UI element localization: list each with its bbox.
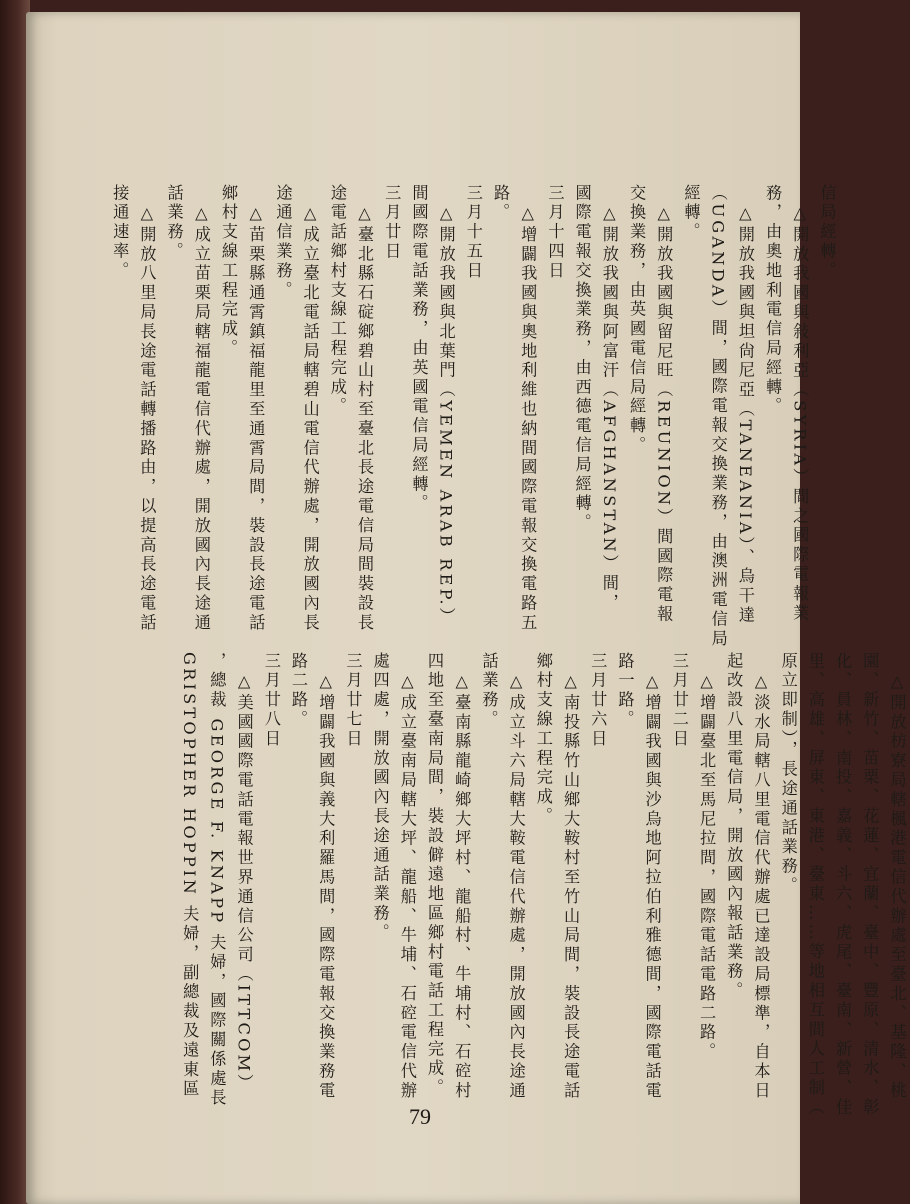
text-column: 鄉村支線工程完成。: [533, 652, 553, 827]
text-column: 起改設八里電信局，開放國內報話業務。: [724, 652, 744, 1002]
text-block-bottom: [106, 184, 840, 649]
text-column: 國際電報交換業務，由西德電信局經轉。: [572, 184, 592, 534]
text-column: 化、員林、南投、嘉義、斗六、虎尾、臺南、新營、佳: [833, 652, 853, 1118]
text-column: △增闢臺北至馬尼拉間，國際電話電路二路。: [697, 652, 717, 1063]
book-page: [26, 12, 907, 1204]
text-column: 里、高雄、屏東、東港、臺東……等地相互間人工制（: [805, 652, 825, 1118]
text-column: △成立斗六局轄大鞍電信代辦處，開放國內長途通: [506, 652, 526, 1101]
text-column: △增闢我國與沙烏地阿拉伯利雅德間，國際電話電: [642, 652, 662, 1101]
text-column: △開放我國與敍利亞（SYRIA）間之國際電報業: [790, 184, 810, 624]
page-number: 79: [409, 1104, 431, 1129]
text-column: GRISTOPHER HOPPIN 夫婦，副總裁及遠東區: [180, 652, 200, 1100]
text-column: 話業務。: [164, 184, 184, 262]
text-column: 三月廿二日: [669, 652, 689, 749]
text-column: 原立即制），長途通話業務。: [778, 652, 798, 897]
text-column: △苗栗縣通霄鎮福龍里至通霄局間，裝設長途電話: [246, 184, 266, 633]
text-column: △臺北縣石碇鄉碧山村至臺北長途電信局間裝設長: [355, 184, 375, 633]
text-column: 經轉。: [681, 184, 701, 243]
text-column: 交換業務，由英國電信局經轉。: [627, 184, 647, 456]
text-column: 四地至臺南局間，裝設僻遠地區鄉村電話工程完成。: [425, 652, 445, 1099]
text-column: 間國際電話業務，由英國電信局經轉。: [409, 184, 429, 514]
text-column: 路。: [491, 184, 511, 223]
text-column: △開放我國與北葉門（YEMEN ARAB REP.）: [436, 184, 456, 628]
text-column: 路一路。: [615, 652, 635, 730]
text-column: 務，由奧地利電信局經轉。: [763, 184, 783, 417]
text-column: △成立苗栗局轄福龍電信代辦處，開放國內長途通: [191, 184, 211, 633]
text-column: 三月廿日: [382, 184, 402, 262]
text-column: 接通速率。: [110, 184, 130, 281]
text-column: △開放我國與坦尙尼亞（TANEANIA）、烏干達: [735, 184, 755, 626]
text-column: 三月廿八日: [261, 652, 281, 749]
text-column: 路二路。: [289, 652, 309, 730]
text-column: △增闢我國與奧地利維也納間國際電報交換電路五: [518, 184, 538, 633]
text-column: △南投縣竹山鄉大鞍村至竹山局間，裝設長途電話: [561, 652, 581, 1101]
text-column: 信局經轉。: [817, 184, 837, 281]
text-column: △開放八里局長途電話轉播路由，以提高長途電話: [137, 184, 157, 633]
text-column: 三月廿六日: [588, 652, 608, 749]
text-column: △臺南縣龍崎鄉大坪村、龍船村、牛埔村、石硿村: [452, 652, 472, 1101]
text-column: △開放枋寮局轄楓港電信代辦處至臺北、基隆、桃: [887, 652, 907, 1101]
text-column: △開放我國與留尼旺（REUNION）間國際電報: [654, 184, 674, 625]
text-column: 三月廿七日: [343, 652, 363, 749]
text-column: 途電話鄉村支線工程完成。: [327, 184, 347, 417]
text-column: 三月十五日: [463, 184, 483, 281]
text-column: △淡水局轄八里電信代辦處已達設局標準，自本日: [751, 652, 771, 1101]
text-column: △成立臺南局轄大坪、龍船、牛埔、石硿電信代辦: [397, 652, 417, 1101]
text-column: 處四處，開放國內長途通話業務。: [370, 652, 390, 943]
text-column: 鄉村支線工程完成。: [219, 184, 239, 359]
text-column: （UGANDA）間，國際電報交換業務，由澳洲電信局: [708, 184, 728, 649]
text-column: △開放我國與阿富汗（AFGHANSTAN）間，: [599, 184, 619, 614]
text-column: 園、新竹、苗栗、花蓮、宜蘭、臺中、豐原、清水、彰: [860, 652, 880, 1118]
text-column: △美國國際電話電報世界通信公司（ITTCOM）: [234, 652, 254, 1094]
text-column: △增闢我國與義大利羅馬間，國際電報交換業務電: [316, 652, 336, 1101]
text-column: △成立臺北電話局轄碧山電信代辦處，開放國內長: [300, 184, 320, 633]
text-column: 三月十四日: [545, 184, 565, 281]
text-column: ，總裁 GEORGE F. KNAPP 夫婦，國際關係處長: [207, 652, 227, 1109]
text-column: 話業務。: [479, 652, 499, 730]
text-column: 途通信業務。: [273, 184, 293, 301]
